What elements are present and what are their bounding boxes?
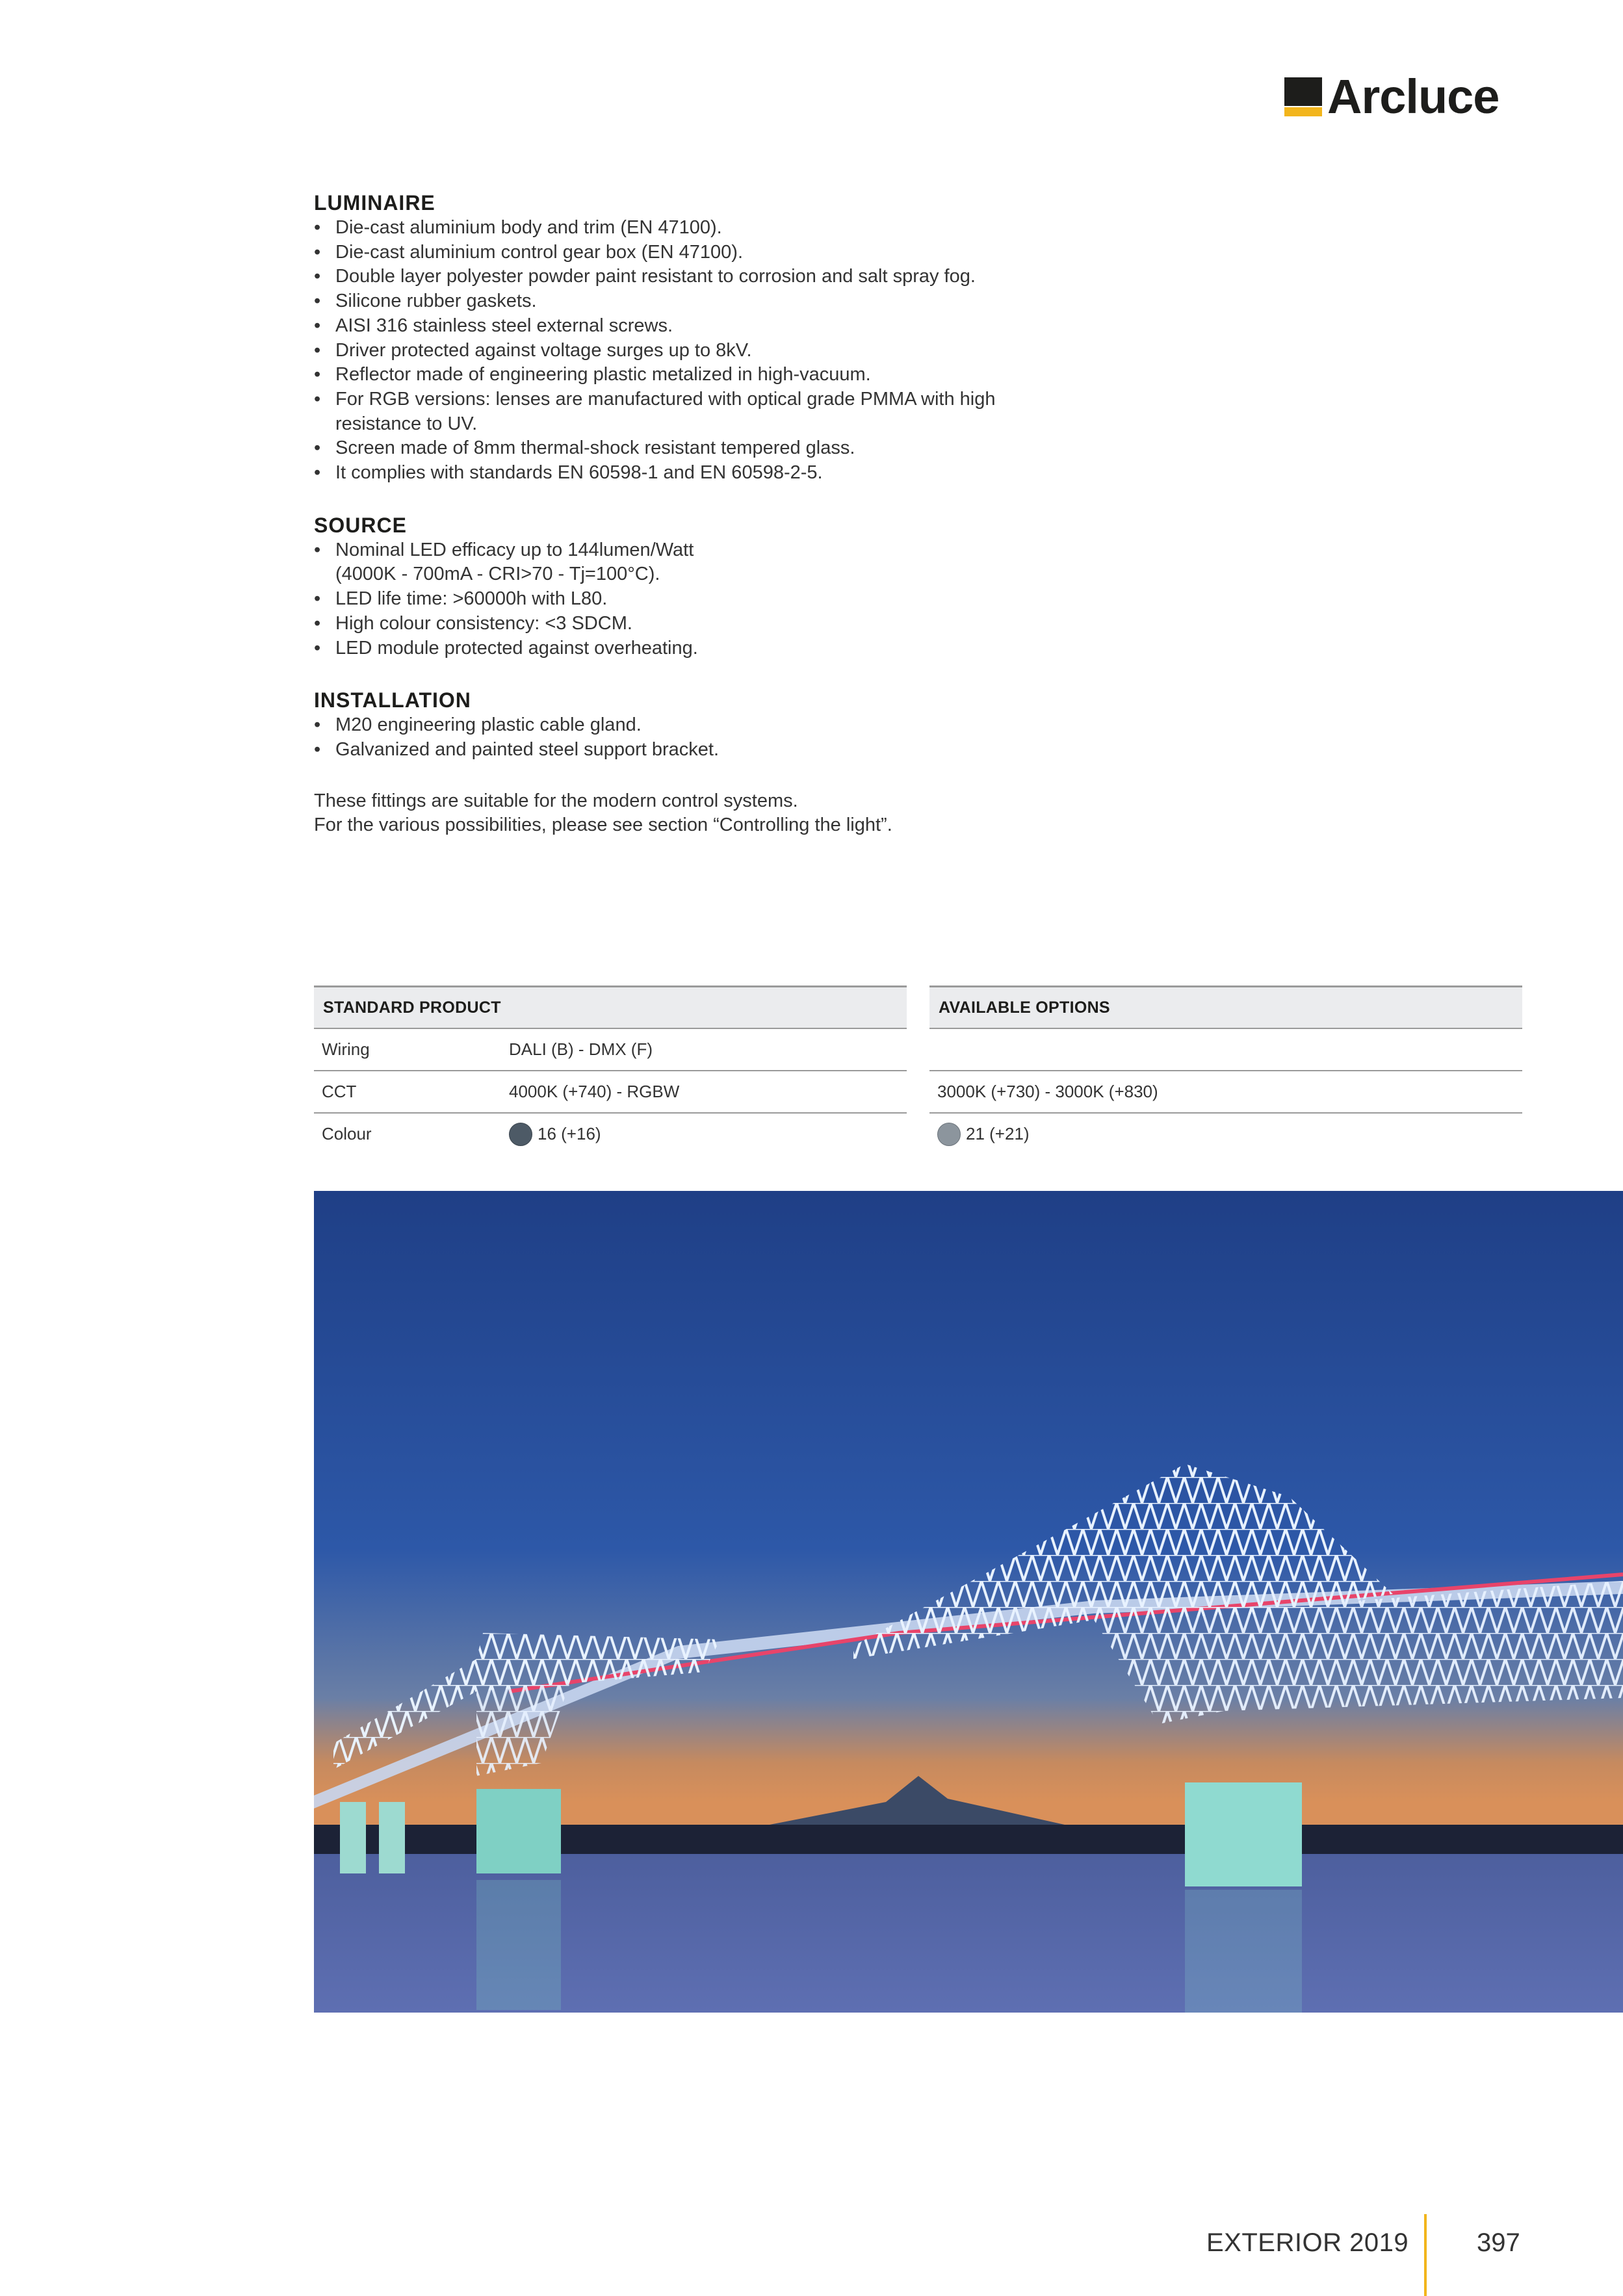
list-item: • Double layer polyester powder paint resistant to corrosion and salt spray fog. xyxy=(314,266,976,287)
note-line: These fittings are suitable for the modern control systems. xyxy=(314,790,798,811)
list-item: • For RGB versions: lenses are manufactured with optical grade PMMA with high resistance to UV. xyxy=(314,388,996,434)
row-label: Colour xyxy=(322,1124,372,1143)
list-item: • Screen made of 8mm thermal-shock resistant tempered glass. xyxy=(314,437,855,459)
row-label: CCT xyxy=(322,1082,357,1101)
bullet-list xyxy=(314,216,1094,486)
footer-catalogue-title: EXTERIOR 2019 xyxy=(1206,2228,1409,2257)
bullet-list xyxy=(314,538,1094,661)
section-luminaire xyxy=(314,190,1094,486)
list-item: • Nominal LED efficacy up to 144lumen/Watt (4000K - 700mA - CRI>70 - Tj=100°C). xyxy=(314,539,694,585)
list-item: • Silicone rubber gaskets. xyxy=(314,291,537,312)
list-item: • Die-cast aluminium body and trim (EN 47100). xyxy=(314,217,722,238)
section-installation xyxy=(314,687,1094,762)
row-value: 3000K (+730) - 3000K (+830) xyxy=(937,1082,1158,1101)
row-value: 21 (+21) xyxy=(929,1123,1030,1146)
list-item: • LED life time: >60000h with L80. xyxy=(314,588,608,610)
list-item: • It complies with standards EN 60598-1 and EN 60598-2-5. xyxy=(314,462,823,484)
note-line: For the various possibilities, please see section “Controlling the light”. xyxy=(314,815,892,836)
standard-product-table xyxy=(314,985,907,1155)
list-item: • Die-cast aluminium control gear box (EN 47100). xyxy=(314,241,743,263)
control-systems-note xyxy=(314,789,1094,838)
section-title: INSTALLATION xyxy=(314,688,471,712)
table-row xyxy=(929,1029,1522,1071)
bridge-night-photo xyxy=(314,1191,1623,2013)
colour-swatch-icon xyxy=(937,1123,961,1146)
list-item: • AISI 316 stainless steel external screws. xyxy=(314,315,673,336)
row-value: 16 (+16) xyxy=(509,1123,601,1146)
table-row xyxy=(314,1114,907,1155)
list-item: • High colour consistency: <3 SDCM. xyxy=(314,612,632,634)
section-title: SOURCE xyxy=(314,513,407,537)
table-row xyxy=(314,1029,907,1071)
list-item: • LED module protected against overheating. xyxy=(314,637,698,659)
section-source xyxy=(314,512,1094,661)
table-row xyxy=(314,1071,907,1114)
colour-swatch-icon xyxy=(509,1123,532,1146)
logo-mark-icon xyxy=(1284,77,1322,116)
table-row xyxy=(929,1114,1522,1155)
footer-divider xyxy=(1424,2214,1427,2296)
list-item: • Reflector made of engineering plastic metalized in high-vacuum. xyxy=(314,364,871,385)
spec-content xyxy=(314,190,1094,838)
table-row xyxy=(929,1071,1522,1114)
section-title: LUMINAIRE xyxy=(314,191,435,215)
page-number: 397 xyxy=(1477,2228,1520,2257)
row-value: 4000K (+740) - RGBW xyxy=(509,1082,680,1101)
brand-logo xyxy=(1284,70,1500,124)
list-item: • Galvanized and painted steel support bracket. xyxy=(314,738,720,760)
list-item: • M20 engineering plastic cable gland. xyxy=(314,714,642,736)
row-value: DALI (B) - DMX (F) xyxy=(509,1039,653,1059)
list-item: • Driver protected against voltage surges up to 8kV. xyxy=(314,339,752,361)
table-header: AVAILABLE OPTIONS xyxy=(929,985,1522,1029)
brand-name: Arcluce xyxy=(1327,70,1500,124)
table-header: STANDARD PRODUCT xyxy=(314,985,907,1029)
available-options-table xyxy=(929,985,1522,1155)
row-label: Wiring xyxy=(322,1039,370,1059)
bullet-list xyxy=(314,713,1094,762)
